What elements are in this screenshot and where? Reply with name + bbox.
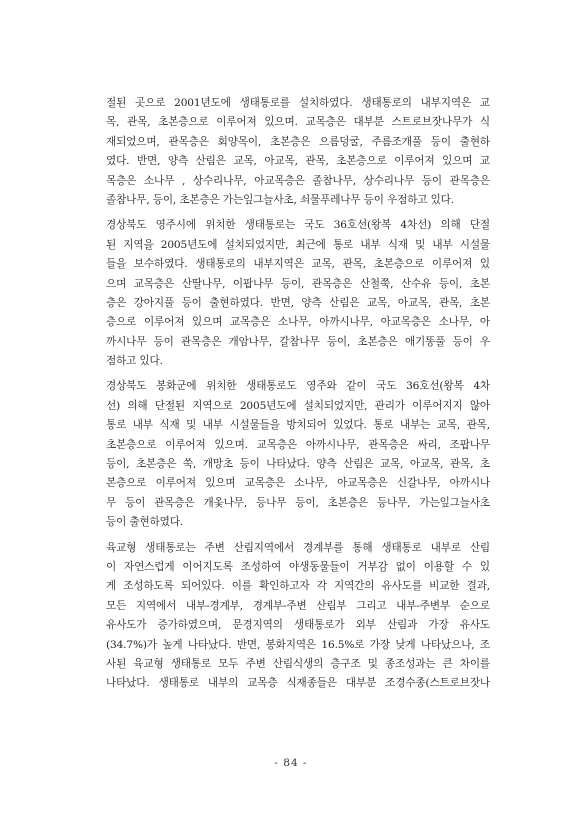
text-line: 나타났다. 생태통로 내부의 교목층 식재종들은 대부분 조경수종(스트로브잣나	[106, 677, 490, 690]
text-line: 층은 강아지풀 등이 출현하였다. 반면, 양측 산림은 교목, 아교목, 관목, 초본	[106, 296, 490, 309]
text-line: 였다. 반면, 양측 산림은 교목, 아교목, 관목, 초본층으로 이루어져 있으며 교	[106, 155, 490, 168]
text-line: 목층은 소나무 , 상수리나무, 아교목층은 졸참나무, 상수리나무 등이 관목층은	[106, 174, 490, 187]
text-line: 재되었으며, 관목층은 회양목이, 초본층은 으름덩굴, 주름조개풀 등이 출현하	[106, 135, 490, 148]
text-line: 초본층으로 이루어져 있으며. 교목층은 아까시나무, 관목층은 싸리, 조팝나무	[106, 438, 490, 451]
paragraph-2	[106, 216, 490, 371]
text-line: 등이, 초본층은 쑥, 개망초 등이 나타났다. 양측 산림은 교목, 아교목, 관목, 초	[106, 458, 490, 471]
text-line: 까시나무 등이 관목층은 개암나무, 갈참나무 등이, 초본층은 애기똥풀 등이 우	[106, 335, 490, 348]
text-line: 게 조성하도록 되어있다. 이를 확인하고자 각 지역간의 유사도를 비교한 결과,	[106, 580, 490, 593]
text-line: 졸참나무, 등이, 초본층은 가는잎그늘사초, 쇠물푸레나무 등이 우점하고 있다.	[106, 193, 454, 206]
body-text	[106, 94, 490, 694]
text-line: 사된 육교형 생태통로 모두 주변 산림식생의 층구조 및 종조성과는 큰 차이를	[106, 657, 490, 670]
paragraph-4	[106, 539, 490, 694]
text-line: 선) 의해 단절된 지역으로 2005년도에 설치되었지만, 관리가 이루어지지 않아	[106, 399, 490, 412]
paragraph-3	[106, 377, 490, 532]
text-line: 목, 관목, 초본층으로 이루어져 있으며. 교목층은 대부분 스트로브잣나무가 식	[106, 116, 490, 129]
text-line: 들을 보수하였다. 생태통로의 내부지역은 교목, 관목, 초본층으로 이루어져 있	[106, 258, 490, 271]
text-line: 육교형 생태통로는 주변 산림지역에서 경계부를 통해 생태통로 내부로 산림	[106, 541, 490, 554]
text-line: 점하고 있다.	[106, 355, 163, 368]
text-line: 경상북도 봉화군에 위치한 생태통로도 영주와 같이 국도 36호선(왕복 4차	[106, 380, 490, 393]
text-line: 절된 곳으로 2001년도에 생태통로를 설치하였다. 생태통로의 내부지역은 교	[106, 97, 490, 109]
text-line: 무 등이 관목층은 개옻나무, 등나무 등이, 초본층은 등나무, 가는잎그늘사초	[106, 496, 490, 509]
text-line: 모든 지역에서 내부-경계부, 경계부-주변 산림부 그리고 내부-주변부 순으로	[106, 599, 490, 612]
page-number: - 84 -	[274, 757, 308, 769]
text-line: 통로 내부 식재 및 내부 시설물들을 방치되어 있었다. 통로 내부는 교목, 관목,	[106, 419, 490, 432]
text-line: 본층으로 이루어져 있으며 교목층은 소나무, 아교목층은 신갈나무, 아까시나	[106, 477, 490, 490]
text-line: 등이 출현하였다.	[106, 516, 184, 529]
text-line: 으며 교목층은 산딸나무, 이팝나무 등이, 관목층은 산철쭉, 산수유 등이, 초본	[106, 277, 490, 290]
text-line: 층으로 이루어져 있으며 교목층은 소나무, 아까시나무, 아교목층은 소나무, 아	[106, 316, 490, 329]
text-line: 이 자연스럽게 이어지도록 조성하여 야생동물들이 거부감 없이 이용할 수 있	[106, 560, 490, 573]
text-line: 경상북도 영주시에 위치한 생태통로는 국도 36호선(왕복 4차선) 의해 단절	[106, 219, 490, 232]
paragraph-1	[106, 94, 490, 210]
text-line: 된 지역을 2005년도에 설치되었지만, 최근에 통로 내부 식재 및 내부 시설물	[106, 238, 490, 251]
text-line: 유사도가 증가하였으며, 문경지역의 생태통로가 외부 산림과 가장 유사도	[106, 619, 490, 632]
text-line: (34.7%)가 높게 나타났다. 반면, 봉화지역은 16.5%로 가장 낮게 나타났으나, 조	[106, 638, 490, 651]
